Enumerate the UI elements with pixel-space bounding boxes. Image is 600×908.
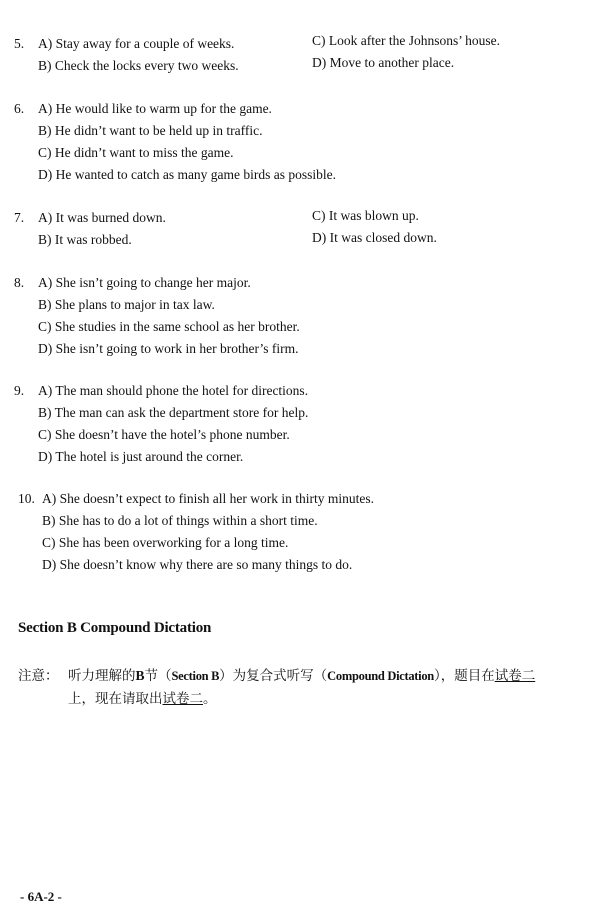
- option-d: D) The hotel is just around the corner.: [38, 449, 244, 464]
- question-number: 10.: [18, 491, 35, 506]
- section-b-title: Section B Compound Dictation: [18, 620, 212, 636]
- question-number: 8.: [14, 275, 25, 290]
- question-number: 5.: [14, 36, 25, 51]
- note-compound-dictation: Compound Dictation: [327, 669, 434, 683]
- option-b: B) It was robbed.: [38, 232, 132, 247]
- note-paper-two: 试卷二: [494, 668, 536, 684]
- question-number: 9.: [14, 383, 25, 398]
- option-a: A) It was burned down.: [38, 210, 166, 225]
- note-section-b: Section B: [171, 669, 220, 683]
- option-d: D) It was closed down.: [312, 230, 437, 245]
- note-paper-two: 试卷二: [162, 691, 203, 707]
- page-number: - 6A-2 -: [20, 889, 62, 904]
- note-line-1: [68, 665, 535, 687]
- option-b: B) The man can ask the department store for help.: [38, 405, 309, 420]
- option-d: D) She isn’t going to work in her brother’s firm.: [38, 341, 299, 356]
- option-a: A) She isn’t going to change her major.: [38, 275, 251, 290]
- note-text: 听力理解的: [68, 668, 136, 684]
- option-c: C) Look after the Johnsons’ house.: [312, 33, 500, 48]
- option-a: A) He would like to warm up for the game.: [38, 101, 272, 116]
- option-a: A) Stay away for a couple of weeks.: [38, 36, 235, 51]
- question-number: 7.: [14, 210, 25, 225]
- option-b: B) She has to do a lot of things within a short time.: [42, 513, 318, 528]
- note-label: 注意：: [18, 668, 59, 684]
- option-c: C) He didn’t want to miss the game.: [38, 145, 234, 160]
- note-text: 节（: [144, 668, 172, 684]
- note-text: ）为复合式听写（: [219, 668, 328, 684]
- question-number: 6.: [14, 101, 25, 116]
- option-b: B) He didn’t want to be held up in traffic.: [38, 123, 263, 138]
- option-c: C) It was blown up.: [312, 208, 419, 223]
- option-d: D) She doesn’t know why there are so many things to do.: [42, 557, 353, 572]
- note-text: 上，现在请取出: [68, 691, 163, 707]
- note-b: B: [135, 668, 145, 683]
- note-text: 。: [203, 691, 217, 707]
- option-b: B) She plans to major in tax law.: [38, 297, 215, 312]
- option-c: C) She doesn’t have the hotel’s phone number.: [38, 427, 290, 442]
- option-a: A) The man should phone the hotel for directions.: [38, 383, 309, 398]
- note-text: ），题目在: [433, 668, 495, 684]
- option-c: C) She has been overworking for a long time.: [42, 535, 289, 550]
- option-c: C) She studies in the same school as her brother.: [38, 319, 300, 334]
- option-d: D) He wanted to catch as many game birds as possible.: [38, 167, 337, 182]
- note-line-2: [68, 688, 217, 710]
- option-d: D) Move to another place.: [312, 55, 455, 70]
- option-a: A) She doesn’t expect to finish all her work in thirty minutes.: [42, 491, 374, 506]
- option-b: B) Check the locks every two weeks.: [38, 58, 239, 73]
